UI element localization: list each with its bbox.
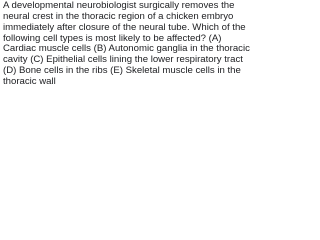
question-text: A developmental neurobiologist surgically removes the neural crest in the thoracic region of a chicken embryo immediately after closure of the neural tube. Which of the following cell types is most likely to be affected? (A) Cardiac muscle cells (B) Autonomic ganglia in the thoracic cavity (C) Epithelial cells lining the lower respiratory tract (D) Bone cells in the ribs (E) Skeletal muscle cells in the thoracic wall — [3, 0, 250, 87]
question-card — [0, 0, 261, 88]
